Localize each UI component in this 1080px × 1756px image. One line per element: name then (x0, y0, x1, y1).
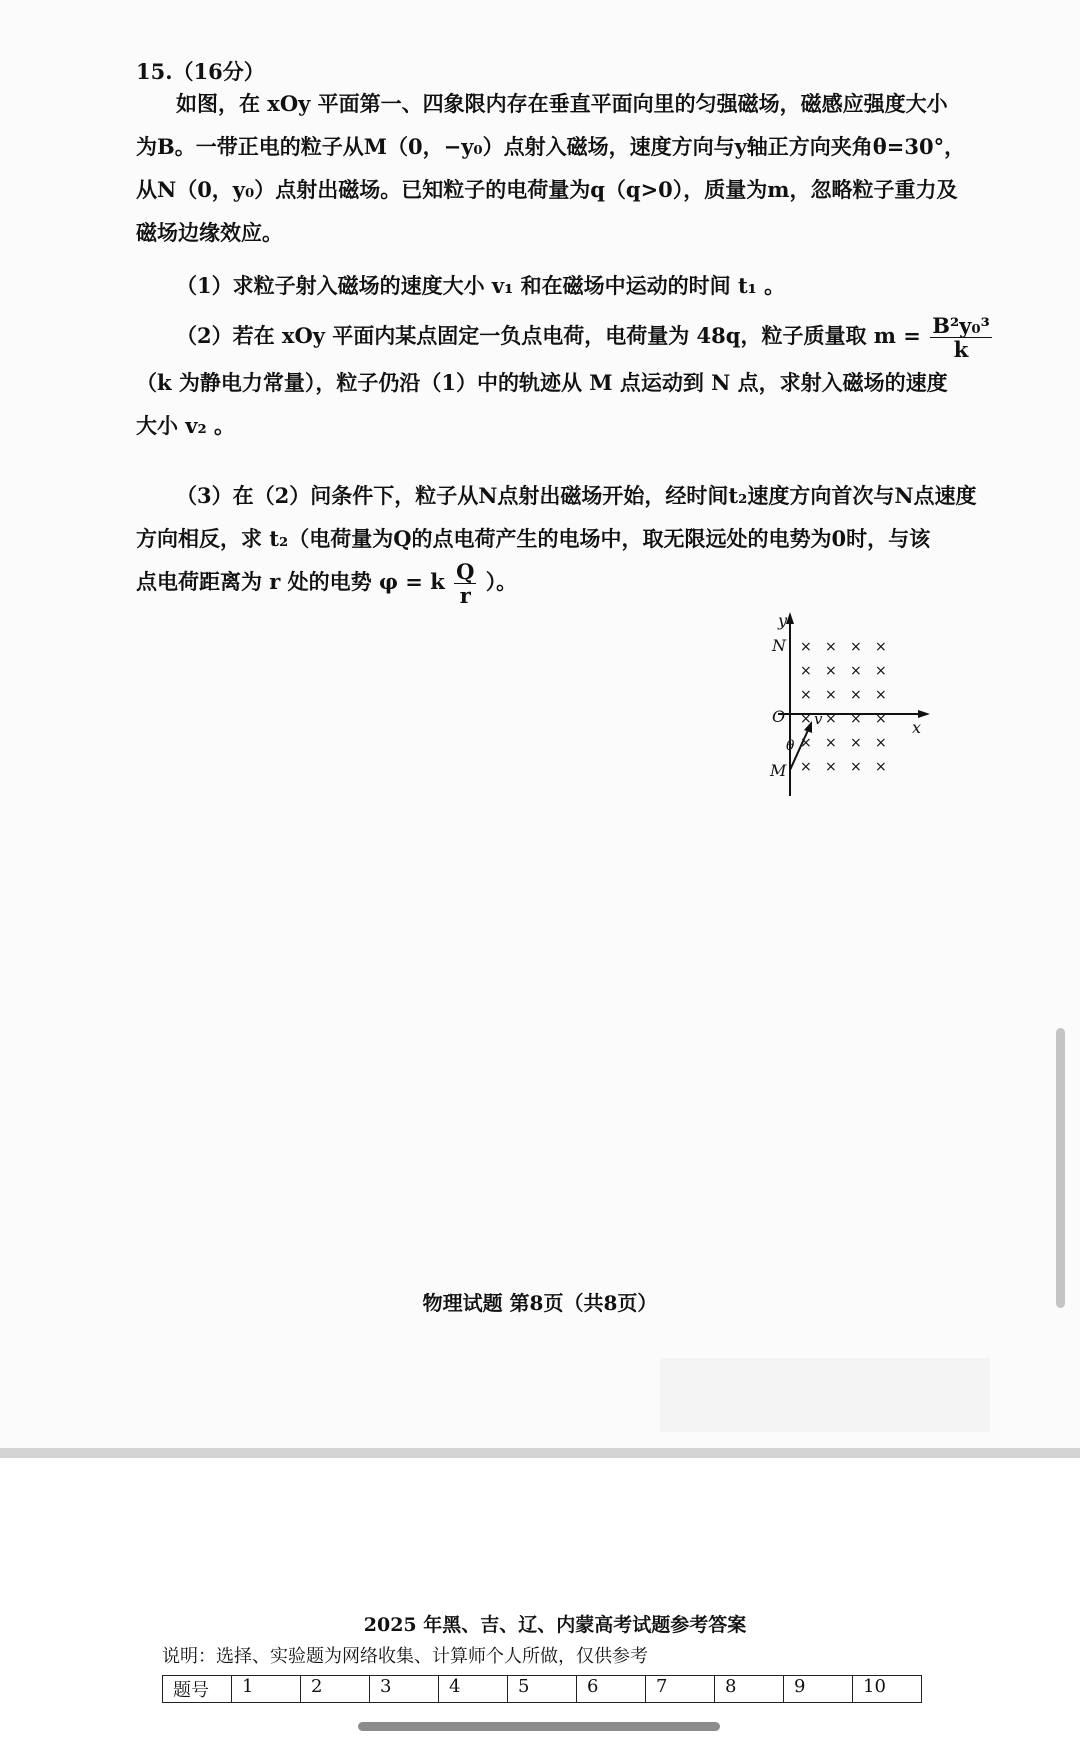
field-cross: × (800, 759, 812, 775)
field-cross: × (875, 759, 887, 775)
field-cross: × (850, 663, 862, 679)
blank-area (660, 1358, 990, 1432)
intro-line-4: 磁场边缘效应。 (136, 220, 283, 245)
home-indicator[interactable] (358, 1722, 720, 1731)
field-cross: × (825, 687, 837, 703)
field-cross: × (875, 735, 887, 751)
theta-label: θ (786, 738, 795, 754)
field-crosses (800, 639, 887, 775)
field-cross: × (800, 711, 812, 727)
x-axis-arrow (918, 710, 930, 718)
mass-fraction-numerator: B²y₀³ (932, 313, 990, 338)
field-cross: × (825, 639, 837, 655)
table-cell: 5 (508, 1676, 577, 1703)
magnetic-field-diagram (760, 608, 940, 798)
origin-label: O (772, 707, 786, 726)
answer-page (0, 1458, 1080, 1756)
field-cross: × (875, 687, 887, 703)
part-3 (136, 474, 977, 609)
potential-fraction (454, 560, 476, 607)
question-intro (136, 82, 966, 254)
table-cell: 6 (577, 1676, 646, 1703)
field-cross: × (850, 759, 862, 775)
part-1 (136, 264, 946, 307)
answer-table (162, 1675, 922, 1703)
table-cell: 4 (439, 1676, 508, 1703)
field-cross: × (825, 711, 837, 727)
part-3-line-1: （3）在（2）问条件下，粒子从N点射出磁场开始，经时间t₂速度方向首次与N点速度 (176, 483, 977, 508)
answer-note: 说明：选择、实验题为网络收集、计算师个人所做，仅供参考 (162, 1646, 648, 1667)
intro-line-3: 从N（0，y₀）点射出磁场。已知粒子的电荷量为q（q>0），质量为m，忽略粒子重力及 (136, 177, 958, 202)
field-cross: × (825, 759, 837, 775)
part-2-line-3: 大小 v₂ 。 (136, 413, 236, 439)
field-cross: × (850, 687, 862, 703)
intro-line-1: 如图，在 xOy 平面第一、四象限内存在垂直平面向里的匀强磁场，磁感应强度大小 (176, 91, 948, 116)
table-cell: 8 (715, 1676, 784, 1703)
field-cross: × (800, 735, 812, 751)
potential-fraction-numerator: Q (456, 559, 475, 584)
mass-fraction-denominator: k (953, 337, 969, 363)
table-cell: 1 (232, 1676, 301, 1703)
answer-title: 2025 年黑、吉、辽、内蒙高考试题参考答案 (363, 1614, 747, 1636)
question-number: 15.（16分） (136, 59, 265, 84)
table-cell: 2 (301, 1676, 370, 1703)
vertical-scrollbar[interactable] (1056, 1028, 1065, 1308)
part-2 (136, 313, 990, 447)
y-axis-label: y (778, 611, 788, 630)
field-cross: × (800, 687, 812, 703)
part-1-text: （1）求粒子射入磁场的速度大小 v₁ 和在磁场中运动的时间 t₁ 。 (176, 273, 786, 298)
field-cross: × (850, 711, 862, 727)
table-header-cell: 题号 (163, 1676, 232, 1703)
field-cross: × (800, 639, 812, 655)
part-3-suffix: ）。 (485, 569, 518, 595)
page-divider (0, 1448, 1080, 1458)
table-cell: 7 (646, 1676, 715, 1703)
part-3-prefix: 点电荷距离为 r 处的电势 φ = k (136, 569, 445, 595)
point-N-label: N (772, 636, 786, 655)
potential-fraction-denominator: r (459, 583, 471, 609)
point-M-label: M (770, 761, 787, 780)
part-3-line-2: 方向相反，求 t₂（电荷量为Q的点电荷产生的电场中，取无限远处的电势为0时，与该 (136, 526, 931, 551)
field-cross: × (825, 735, 837, 751)
table-cell: 9 (784, 1676, 853, 1703)
table-cell: 10 (853, 1676, 922, 1703)
table-cell: 3 (370, 1676, 439, 1703)
y-axis-arrow (786, 612, 794, 624)
field-cross: × (850, 735, 862, 751)
part-2-prefix: （2）若在 xOy 平面内某点固定一负点电荷，电荷量为 48q，粒子质量取 m = (176, 323, 921, 349)
mass-fraction (930, 314, 992, 361)
field-cross: × (850, 639, 862, 655)
field-cross: × (825, 663, 837, 679)
field-cross: × (875, 639, 887, 655)
part-2-line-1 (136, 313, 990, 363)
x-axis-label: x (912, 718, 922, 737)
intro-line-2: 为B。一带正电的粒子从M（0，−y₀）点射入磁场，速度方向与y轴正方向夹角θ=30°， (136, 134, 966, 159)
table-row (163, 1676, 922, 1703)
velocity-label: v (814, 710, 823, 728)
page-footer: 物理试题 第8页（共8页） (422, 1291, 658, 1315)
field-cross: × (875, 711, 887, 727)
field-cross: × (875, 663, 887, 679)
field-cross: × (800, 663, 812, 679)
part-3-line-3 (136, 560, 946, 607)
part-2-line-2: （k 为静电力常量），粒子仍沿（1）中的轨迹从 M 点运动到 N 点，求射入磁场的速度 (136, 370, 948, 396)
